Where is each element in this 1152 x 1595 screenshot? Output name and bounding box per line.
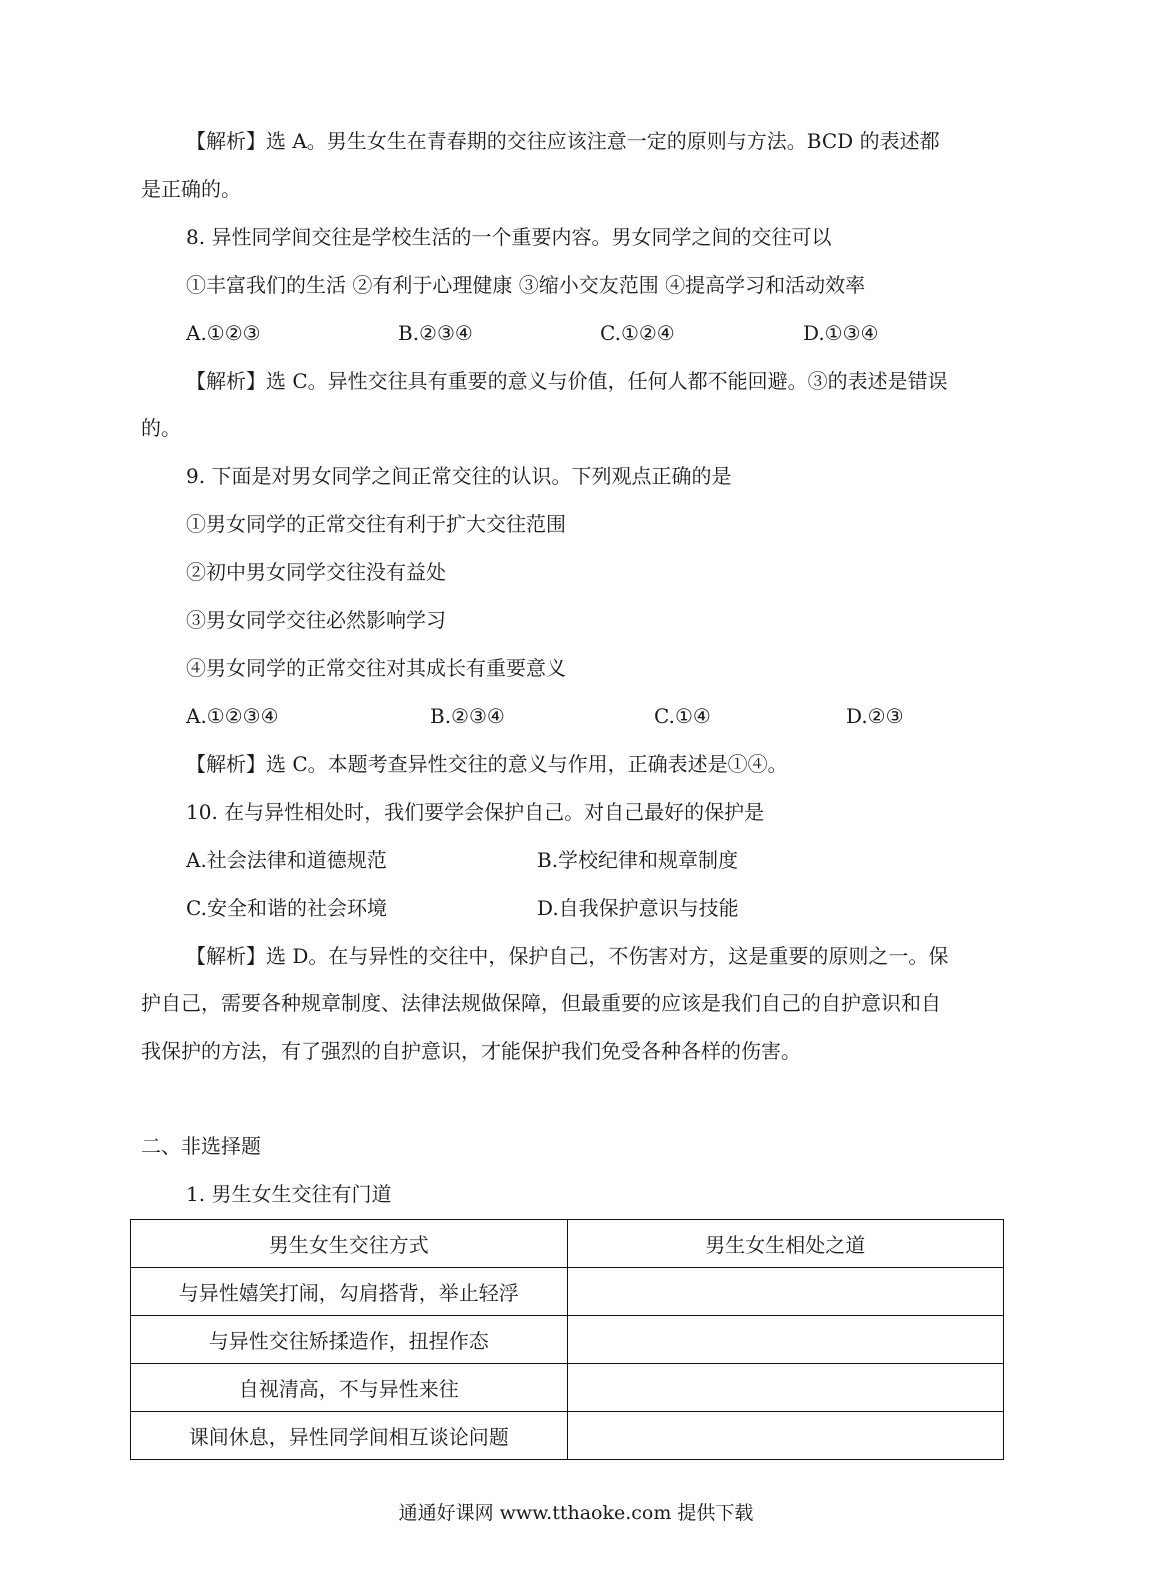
section-heading: 二、非选择题: [141, 1134, 261, 1158]
analysis-10-line-3: 我保护的方法，有了强烈的自护意识，才能保护我们免受各种各样的伤害。: [141, 1039, 801, 1063]
question-8-option-b: B.②③④: [398, 321, 473, 345]
table-row: [131, 1316, 1004, 1364]
table-header-right: 男生女生相处之道: [567, 1220, 1004, 1268]
table-cell-behavior: 与异性交往矫揉造作，扭捏作态: [131, 1316, 568, 1364]
table-cell-behavior: 自视清高，不与异性来往: [131, 1364, 568, 1412]
question-10-option-b: B.学校纪律和规章制度: [537, 848, 739, 872]
question-9-item-1: ①男女同学的正常交往有利于扩大交往范围: [186, 512, 566, 536]
question-8-option-a: A.①②③: [186, 321, 261, 345]
table-row: [131, 1364, 1004, 1412]
table-row: [131, 1268, 1004, 1316]
question-9: 9. 下面是对男女同学之间正常交往的认识。下列观点正确的是: [186, 464, 732, 488]
question-9-option-a: A.①②③④: [186, 704, 279, 728]
analysis-8-line-1: 【解析】选 C。异性交往具有重要的意义与价值，任何人都不能回避。③的表述是错误: [186, 369, 948, 393]
question-8-option-d: D.①③④: [803, 321, 879, 345]
question-10-option-a: A.社会法律和道德规范: [186, 848, 387, 872]
question-9-item-2: ②初中男女同学交往没有益处: [186, 560, 446, 584]
question-8-items: ①丰富我们的生活 ②有利于心理健康 ③缩小交友范围 ④提高学习和活动效率: [186, 273, 866, 297]
analysis-8-line-2: 的。: [141, 416, 181, 440]
table-cell-behavior: 与异性嬉笑打闹，勾肩搭背，举止轻浮: [131, 1268, 568, 1316]
question-8-option-c: C.①②④: [600, 321, 675, 345]
question-10: 10. 在与异性相处时，我们要学会保护自己。对自己最好的保护是: [186, 800, 765, 824]
question-9-option-b: B.②③④: [430, 704, 505, 728]
non-choice-question-1: 1. 男生女生交往有门道: [186, 1182, 392, 1206]
question-10-option-c: C.安全和谐的社会环境: [186, 896, 387, 920]
table-cell-answer[interactable]: [567, 1316, 1004, 1364]
page-footer: 通通好课网 www.tthaoke.com 提供下载: [398, 1502, 754, 1524]
question-9-option-d: D.②③: [846, 704, 904, 728]
analysis-7-line-1: 【解析】选 A。男生女生在青春期的交往应该注意一定的原则与方法。BCD 的表述都: [186, 129, 940, 153]
question-8: 8. 异性同学间交往是学校生活的一个重要内容。男女同学之间的交往可以: [186, 225, 832, 249]
table-header-row: [131, 1220, 1004, 1268]
table-header-left: 男生女生交往方式: [131, 1220, 568, 1268]
question-9-item-3: ③男女同学交往必然影响学习: [186, 608, 446, 632]
question-10-option-d: D.自我保护意识与技能: [537, 896, 739, 920]
question-9-item-4: ④男女同学的正常交往对其成长有重要意义: [186, 656, 566, 680]
analysis-10-line-1: 【解析】选 D。在与异性的交往中，保护自己，不伤害对方，这是重要的原则之一。保: [186, 944, 949, 968]
analysis-10-line-2: 护自己，需要各种规章制度、法律法规做保障，但最重要的应该是我们自己的自护意识和自: [141, 991, 941, 1015]
table-cell-answer[interactable]: [567, 1268, 1004, 1316]
question-9-option-c: C.①④: [654, 704, 711, 728]
table-row: [131, 1412, 1004, 1460]
table-cell-answer[interactable]: [567, 1364, 1004, 1412]
analysis-7-line-2: 是正确的。: [141, 177, 241, 201]
table-cell-answer[interactable]: [567, 1412, 1004, 1460]
table-cell-behavior: 课间休息，异性同学间相互谈论问题: [131, 1412, 568, 1460]
answer-table: [130, 1219, 1004, 1460]
analysis-9: 【解析】选 C。本题考查异性交往的意义与作用，正确表述是①④。: [186, 752, 788, 776]
